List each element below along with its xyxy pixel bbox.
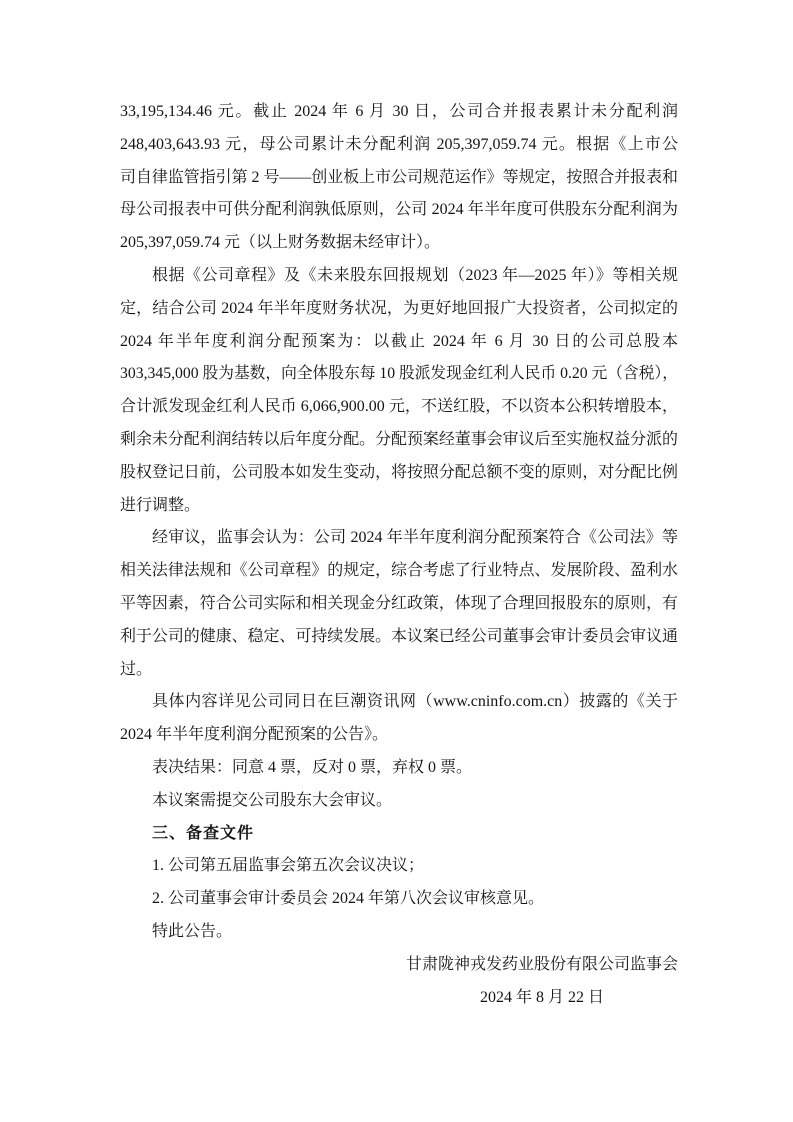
text-line: 利于公司的健康、稳定、可持续发展。本议案已经公司董事会审计委员会审议通 [120,627,679,645]
text-line: 经审议，监事会认为：公司 2024 年半年度利润分配预案符合《公司法》等 [152,529,678,547]
section-heading: 三、备查文件 [152,824,255,842]
text-line: 2. 公司董事会审计委员会 2024 年第八次会议审核意见。 [152,890,545,908]
text-line: 1. 公司第五届监事会第五次会议决议； [152,857,425,875]
text-line: 2024 年半年度利润分配预案的公告》。 [120,726,389,744]
signature-date: 2024 年 8 月 22 日 [479,988,604,1006]
text-line: 根据《公司章程》及《未来股东回报规划（2023 年—2025 年）》等相关规 [152,266,678,284]
text-line: 205,397,059.74 元（以上财务数据未经审计）。 [120,234,441,252]
document-body [120,96,678,949]
text-line: 平等因素，符合公司实际和相关现金分红政策，体现了合理回报股东的原则，有 [120,594,679,612]
text-line: 剩余未分配利润结转以后年度分配。分配预案经董事会审议后至实施权益分派的 [120,430,679,448]
text-line: 合计派发现金红利人民币 6,066,900.00 元，不送红股，不以资本公积转增股本， [120,398,678,416]
text-line: 本议案需提交公司股东大会审议。 [152,791,393,809]
text-line: 具体内容详见公司同日在巨潮资讯网（www.cninfo.com.cn）披露的《关于 [152,693,678,711]
signature-block [406,949,678,1015]
text-line: 2024 年半年度利润分配预案为：以截止 2024 年 6 月 30 日的公司总股本 [120,332,678,350]
text-line: 股权登记日前，公司股本如发生变动，将按照分配总额不变的原则，对分配比例 [120,463,679,481]
text-line: 过。 [120,660,153,678]
text-line: 248,403,643.93 元，母公司累计未分配利润 205,397,059.74 元。根据《上市公 [120,135,678,153]
text-line: 母公司报表中可供分配利润孰低原则，公司 2024 年半年度可供股东分配利润为 [120,201,678,219]
text-line: 特此公告。 [152,922,233,940]
text-line: 定，结合公司 2024 年半年度财务状况，为更好地回报广大投资者，公司拟定的 [120,299,678,317]
text-line: 司自律监管指引第 2 号——创业板上市公司规范运作》等规定，按照合并报表和 [120,168,679,186]
text-line: 表决结果：同意 4 票，反对 0 票，弃权 0 票。 [152,758,473,776]
text-line: 33,195,134.46 元。截止 2024 年 6 月 30 日，公司合并报表累计未分配利润 [120,103,678,120]
text-line: 303,345,000 股为基数，向全体股东每 10 股派发现金红利人民币 0.20 元（含税）， [120,365,679,383]
text-line: 进行调整。 [120,496,201,514]
text-line: 相关法律法规和《公司章程》的规定，综合考虑了行业特点、发展阶段、盈利水 [120,562,679,580]
signature-company: 甘肃陇神戎发药业股份有限公司监事会 [405,955,678,973]
